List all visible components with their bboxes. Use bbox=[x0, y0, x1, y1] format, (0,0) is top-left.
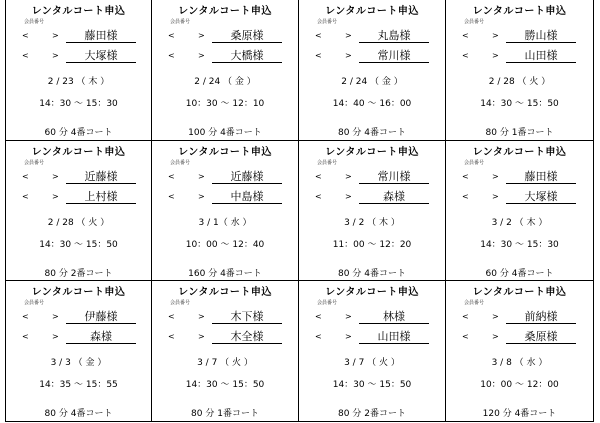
rental-card bbox=[5, 0, 152, 141]
close-bracket: > bbox=[198, 172, 205, 181]
open-bracket: < bbox=[22, 332, 29, 341]
close-bracket: > bbox=[52, 51, 59, 60]
close-bracket: > bbox=[345, 332, 352, 341]
member-name-2: 大塚様 bbox=[66, 47, 136, 63]
close-bracket: > bbox=[492, 51, 499, 60]
member-name-1: 常川様 bbox=[359, 168, 429, 184]
card-title: レンタルコート申込 bbox=[325, 6, 419, 17]
member-row-2 bbox=[152, 327, 298, 345]
duration-court: 80 分 4番コート bbox=[338, 269, 406, 279]
card-title: レンタルコート申込 bbox=[325, 287, 419, 298]
card-title: レンタルコート申込 bbox=[31, 147, 126, 158]
reservation-time: 14：30 ～ 15：50 bbox=[480, 99, 559, 109]
reservation-date: 2 / 24 （ 金 ） bbox=[194, 77, 256, 87]
rental-card bbox=[299, 141, 446, 281]
member-name-1: 林様 bbox=[359, 308, 429, 324]
open-bracket: < bbox=[22, 51, 29, 60]
reservation-date: 2 / 24 （ 金 ） bbox=[341, 77, 403, 87]
member-name-2: 常川様 bbox=[359, 47, 429, 63]
open-bracket: < bbox=[168, 31, 175, 40]
member-row-2 bbox=[446, 46, 593, 64]
card-title: レンタルコート申込 bbox=[178, 6, 272, 17]
member-number-label: 会員番号 bbox=[24, 19, 45, 25]
open-bracket: < bbox=[462, 31, 469, 40]
card-title: レンタルコート申込 bbox=[325, 147, 419, 158]
duration-court: 80 分 2番コート bbox=[44, 269, 113, 279]
member-name-1: 木下様 bbox=[212, 308, 282, 324]
rental-card bbox=[446, 0, 594, 141]
close-bracket: > bbox=[198, 51, 205, 60]
close-bracket: > bbox=[492, 192, 499, 201]
open-bracket: < bbox=[462, 192, 469, 201]
member-number-label: 会員番号 bbox=[24, 300, 45, 306]
member-row-2 bbox=[6, 46, 151, 64]
close-bracket: > bbox=[52, 31, 59, 40]
close-bracket: > bbox=[198, 332, 205, 341]
duration-court: 80 分 1番コート bbox=[485, 128, 554, 138]
open-bracket: < bbox=[22, 172, 29, 181]
reservation-time: 14：30 ～ 15：30 bbox=[39, 99, 118, 109]
member-row-1 bbox=[152, 307, 298, 325]
close-bracket: > bbox=[52, 192, 59, 201]
rental-card bbox=[299, 0, 446, 141]
reservation-time: 10：00 ～ 12：00 bbox=[480, 380, 559, 390]
member-name-2: 山田様 bbox=[359, 328, 429, 344]
member-name-1: 近藤様 bbox=[212, 168, 282, 184]
open-bracket: < bbox=[462, 51, 469, 60]
reservation-date: 2 / 23 （ 木 ） bbox=[47, 77, 110, 87]
member-row-2 bbox=[299, 327, 445, 345]
member-number-label: 会員番号 bbox=[170, 19, 191, 25]
card-title: レンタルコート申込 bbox=[31, 6, 126, 17]
close-bracket: > bbox=[198, 192, 205, 201]
rental-card bbox=[299, 281, 446, 422]
close-bracket: > bbox=[492, 31, 499, 40]
member-row-2 bbox=[6, 187, 151, 205]
reservation-time: 11：00 ～ 12：20 bbox=[332, 240, 412, 250]
member-row-1 bbox=[152, 26, 298, 44]
member-number-label: 会員番号 bbox=[464, 160, 485, 166]
reservation-time: 14：30 ～ 15：50 bbox=[39, 240, 118, 250]
reservation-date: 3 / 8 （ 水 ） bbox=[491, 358, 548, 368]
reservation-date: 3 / 2 （ 木 ） bbox=[491, 218, 548, 228]
rental-card bbox=[446, 281, 594, 422]
reservation-date: 3 / 7 （ 火 ） bbox=[344, 358, 400, 368]
member-name-2: 山田様 bbox=[506, 47, 576, 63]
duration-court: 80 分 4番コート bbox=[338, 128, 406, 138]
member-row-2 bbox=[299, 187, 445, 205]
reservation-time: 14：40 ～ 16：00 bbox=[332, 99, 412, 109]
reservation-time: 14：30 ～ 15：50 bbox=[332, 380, 412, 390]
reservation-time: 10：30 ～ 12：10 bbox=[185, 99, 265, 109]
close-bracket: > bbox=[492, 312, 499, 321]
member-name-1: 伊藤様 bbox=[66, 308, 136, 324]
reservation-time: 14：30 ～ 15：50 bbox=[185, 380, 265, 390]
rental-court-sheet bbox=[5, 0, 594, 422]
member-row-2 bbox=[446, 327, 593, 345]
open-bracket: < bbox=[22, 31, 29, 40]
duration-court: 160 分 4番コート bbox=[188, 269, 262, 279]
close-bracket: > bbox=[345, 192, 352, 201]
rental-card bbox=[152, 0, 299, 141]
card-title: レンタルコート申込 bbox=[178, 287, 272, 298]
member-row-2 bbox=[299, 46, 445, 64]
duration-court: 80 分 1番コート bbox=[191, 409, 259, 419]
member-row-2 bbox=[6, 327, 151, 345]
reservation-date: 3 / 1（ 水 ） bbox=[198, 218, 252, 228]
open-bracket: < bbox=[315, 31, 322, 40]
open-bracket: < bbox=[168, 51, 175, 60]
card-title: レンタルコート申込 bbox=[472, 147, 567, 158]
member-row-1 bbox=[446, 26, 593, 44]
close-bracket: > bbox=[52, 172, 59, 181]
open-bracket: < bbox=[315, 312, 322, 321]
member-name-1: 勝山様 bbox=[506, 27, 576, 43]
member-row-1 bbox=[299, 26, 445, 44]
close-bracket: > bbox=[345, 312, 352, 321]
card-title: レンタルコート申込 bbox=[472, 287, 567, 298]
member-number-label: 会員番号 bbox=[464, 300, 485, 306]
member-number-label: 会員番号 bbox=[317, 19, 338, 25]
duration-court: 80 分 4番コート bbox=[44, 409, 113, 419]
card-title: レンタルコート申込 bbox=[472, 6, 567, 17]
member-row-1 bbox=[446, 167, 593, 185]
member-row-1 bbox=[6, 307, 151, 325]
member-name-1: 桑原様 bbox=[212, 27, 282, 43]
member-number-label: 会員番号 bbox=[317, 160, 338, 166]
member-row-2 bbox=[152, 187, 298, 205]
duration-court: 120 分 4番コート bbox=[482, 409, 557, 419]
reservation-time: 14：35 ～ 15：55 bbox=[39, 380, 118, 390]
close-bracket: > bbox=[492, 332, 499, 341]
close-bracket: > bbox=[52, 332, 59, 341]
open-bracket: < bbox=[315, 332, 322, 341]
member-name-2: 森様 bbox=[359, 188, 429, 204]
card-title: レンタルコート申込 bbox=[178, 147, 272, 158]
open-bracket: < bbox=[22, 192, 29, 201]
duration-court: 80 分 2番コート bbox=[338, 409, 406, 419]
member-row-1 bbox=[446, 307, 593, 325]
member-number-label: 会員番号 bbox=[24, 160, 45, 166]
close-bracket: > bbox=[198, 31, 205, 40]
duration-court: 60 分 4番コート bbox=[485, 269, 554, 279]
open-bracket: < bbox=[462, 332, 469, 341]
reservation-time: 10：00 ～ 12：40 bbox=[185, 240, 265, 250]
open-bracket: < bbox=[22, 312, 29, 321]
reservation-date: 3 / 3 （ 金 ） bbox=[50, 358, 107, 368]
member-name-2: 木全様 bbox=[212, 328, 282, 344]
member-number-label: 会員番号 bbox=[170, 160, 191, 166]
close-bracket: > bbox=[492, 172, 499, 181]
member-name-1: 藤田様 bbox=[506, 168, 576, 184]
member-name-2: 大橋様 bbox=[212, 47, 282, 63]
member-row-1 bbox=[6, 167, 151, 185]
close-bracket: > bbox=[345, 51, 352, 60]
open-bracket: < bbox=[168, 172, 175, 181]
reservation-date: 2 / 28 （ 火 ） bbox=[488, 77, 551, 87]
rental-card bbox=[5, 281, 152, 422]
member-number-label: 会員番号 bbox=[170, 300, 191, 306]
open-bracket: < bbox=[315, 172, 322, 181]
member-name-1: 丸島様 bbox=[359, 27, 429, 43]
open-bracket: < bbox=[168, 192, 175, 201]
member-row-2 bbox=[446, 187, 593, 205]
member-name-1: 近藤様 bbox=[66, 168, 136, 184]
open-bracket: < bbox=[462, 172, 469, 181]
open-bracket: < bbox=[315, 51, 322, 60]
duration-court: 100 分 4番コート bbox=[188, 128, 262, 138]
close-bracket: > bbox=[345, 172, 352, 181]
member-name-2: 上村様 bbox=[66, 188, 136, 204]
open-bracket: < bbox=[168, 312, 175, 321]
member-name-2: 桑原様 bbox=[506, 328, 576, 344]
reservation-date: 3 / 7 （ 火 ） bbox=[197, 358, 253, 368]
member-name-2: 森様 bbox=[66, 328, 136, 344]
member-number-label: 会員番号 bbox=[464, 19, 485, 25]
reservation-date: 2 / 28 （ 火 ） bbox=[47, 218, 110, 228]
rental-card bbox=[5, 141, 152, 281]
open-bracket: < bbox=[315, 192, 322, 201]
reservation-time: 14：30 ～ 15：30 bbox=[480, 240, 559, 250]
rental-card bbox=[446, 141, 594, 281]
open-bracket: < bbox=[462, 312, 469, 321]
member-name-2: 中島様 bbox=[212, 188, 282, 204]
duration-court: 60 分 4番コート bbox=[44, 128, 113, 138]
member-name-2: 大塚様 bbox=[506, 188, 576, 204]
close-bracket: > bbox=[198, 312, 205, 321]
member-name-1: 前納様 bbox=[506, 308, 576, 324]
member-row-1 bbox=[299, 307, 445, 325]
member-number-label: 会員番号 bbox=[317, 300, 338, 306]
reservation-date: 3 / 2 （ 木 ） bbox=[344, 218, 400, 228]
card-title: レンタルコート申込 bbox=[31, 287, 126, 298]
close-bracket: > bbox=[345, 31, 352, 40]
rental-card bbox=[152, 281, 299, 422]
member-row-2 bbox=[152, 46, 298, 64]
member-name-1: 藤田様 bbox=[66, 27, 136, 43]
close-bracket: > bbox=[52, 312, 59, 321]
member-row-1 bbox=[152, 167, 298, 185]
member-row-1 bbox=[299, 167, 445, 185]
rental-card bbox=[152, 141, 299, 281]
open-bracket: < bbox=[168, 332, 175, 341]
member-row-1 bbox=[6, 26, 151, 44]
